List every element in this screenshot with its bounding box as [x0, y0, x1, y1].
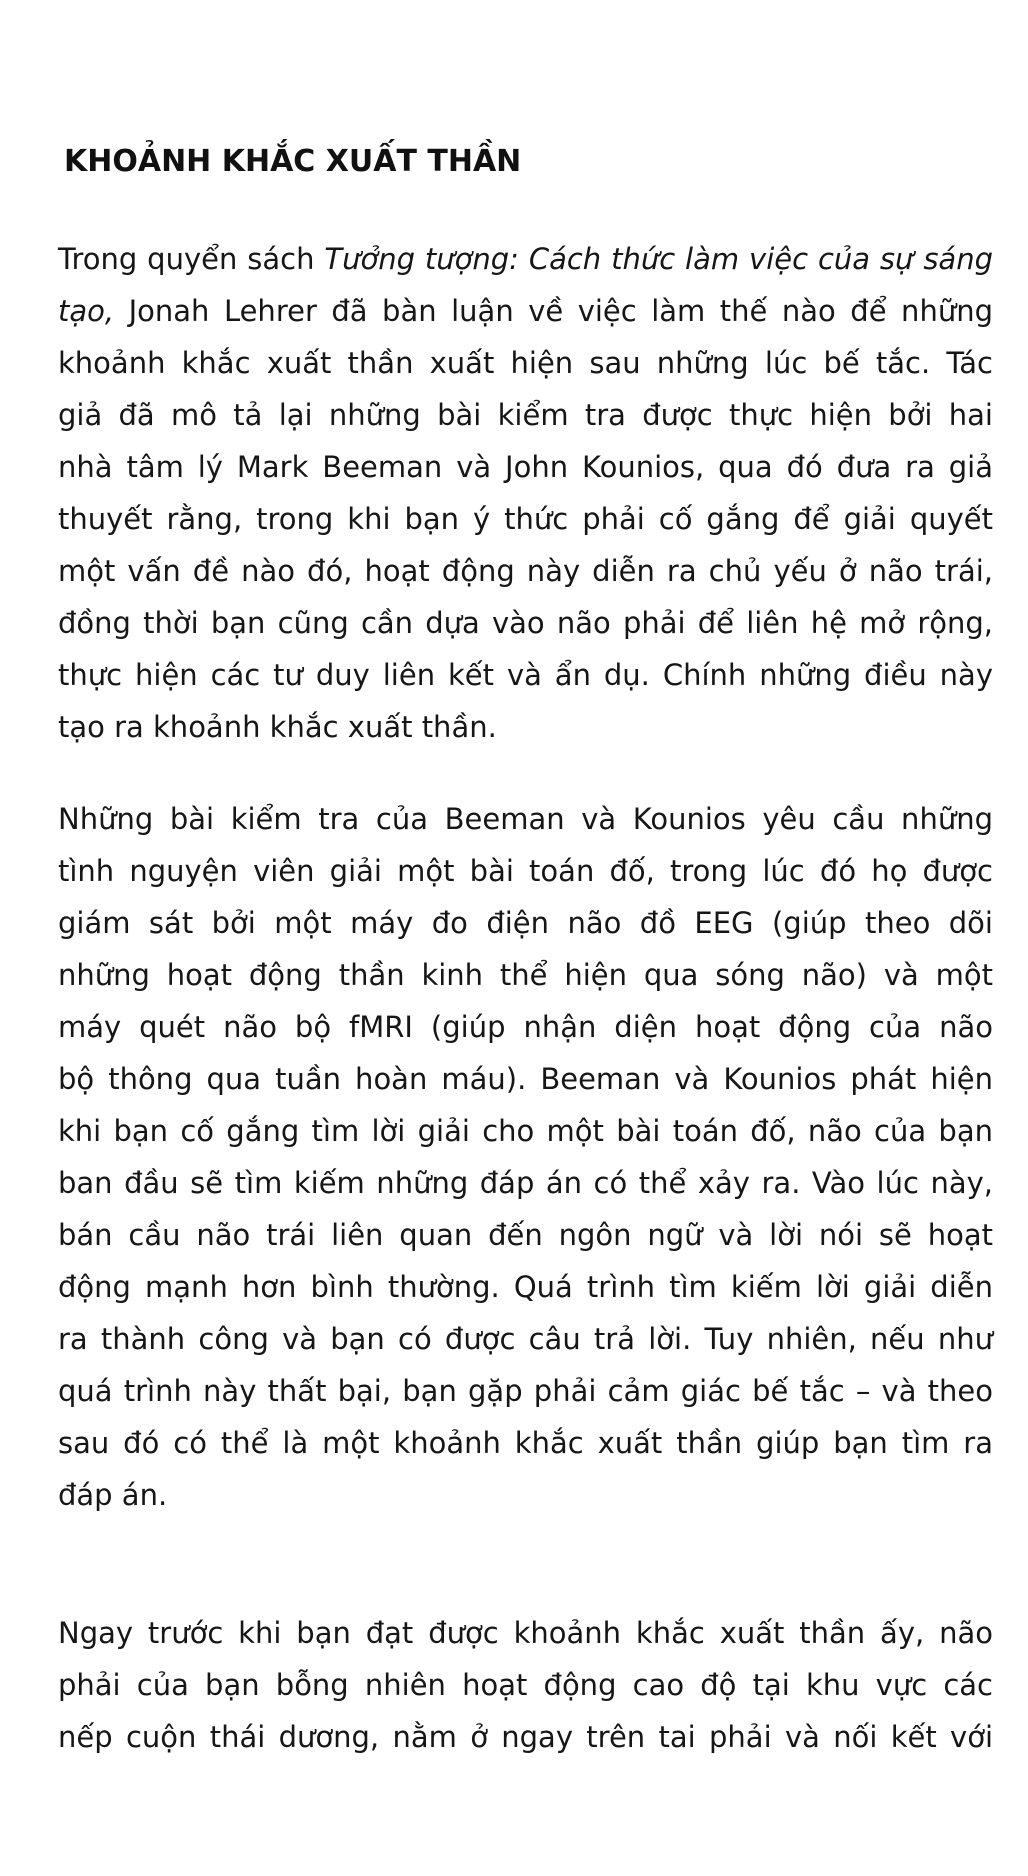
text-line: đáp án.: [58, 1478, 168, 1512]
text-line: giả đã mô tả lại những bài kiểm tra được thực hiện bởi hai: [58, 398, 993, 432]
text-line: động mạnh hơn bình thường. Quá trình tìm kiếm lời giải diễn: [58, 1270, 993, 1304]
text-line: đồng thời bạn cũng cần dựa vào não phải để liên hệ mở rộng,: [58, 606, 993, 640]
text-line: phải của bạn bỗng nhiên hoạt động cao độ tại khu vực các: [58, 1668, 993, 1702]
text-line: sau đó có thể là một khoảnh khắc xuất thần giúp bạn tìm ra: [58, 1426, 993, 1460]
text-run: Jonah Lehrer đã bàn luận về việc làm thế nào để những: [114, 294, 993, 328]
text-line: giám sát bởi một máy đo điện não đồ EEG (giúp theo dõi: [58, 906, 993, 940]
text-line: ra thành công và bạn có được câu trả lời. Tuy nhiên, nếu như: [58, 1322, 993, 1356]
text-run: Trong quyển sách: [58, 242, 325, 276]
text-line: ban đầu sẽ tìm kiếm những đáp án có thể xảy ra. Vào lúc này,: [58, 1166, 993, 1200]
book-title-italic: tạo,: [58, 294, 115, 328]
text-line: khi bạn cố gắng tìm lời giải cho một bài toán đố, não của bạn: [58, 1114, 993, 1148]
book-title-italic: Tưởng tượng: Cách thức làm việc của sự sáng: [324, 242, 993, 276]
text-line: bán cầu não trái liên quan đến ngôn ngữ và lời nói sẽ hoạt: [58, 1218, 993, 1252]
text-line: khoảnh khắc xuất thần xuất hiện sau những lúc bế tắc. Tác: [58, 346, 993, 380]
text-line: những hoạt động thần kinh thể hiện qua sóng não) và một: [58, 958, 993, 992]
paragraph-1: [58, 233, 993, 753]
text-line: tạo ra khoảnh khắc xuất thần.: [58, 710, 497, 744]
text-line: nếp cuộn thái dương, nằm ở ngay trên tai phải và nối kết với: [58, 1720, 993, 1754]
paragraph-2: [58, 793, 993, 1521]
paragraph-3: [58, 1607, 993, 1763]
text-line: máy quét não bộ fMRI (giúp nhận diện hoạt động của não: [58, 1010, 993, 1044]
text-line: thuyết rằng, trong khi bạn ý thức phải cố gắng để giải quyết: [58, 502, 993, 536]
text-line: [58, 285, 993, 337]
section-heading: KHOẢNH KHẮC XUẤT THẦN: [64, 144, 522, 179]
text-line: Ngay trước khi bạn đạt được khoảnh khắc xuất thần ấy, não: [58, 1616, 993, 1650]
text-line: nhà tâm lý Mark Beeman và John Kounios, qua đó đưa ra giả: [58, 450, 993, 484]
text-line: một vấn đề nào đó, hoạt động này diễn ra chủ yếu ở não trái,: [58, 554, 993, 588]
text-line: tình nguyện viên giải một bài toán đố, trong lúc đó họ được: [58, 854, 993, 888]
text-line: [58, 233, 993, 285]
text-line: Những bài kiểm tra của Beeman và Kounios yêu cầu những: [58, 802, 993, 836]
text-line: bộ thông qua tuần hoàn máu). Beeman và Kounios phát hiện: [58, 1062, 993, 1096]
text-line: quá trình này thất bại, bạn gặp phải cảm giác bế tắc – và theo: [58, 1374, 993, 1408]
text-line: thực hiện các tư duy liên kết và ẩn dụ. Chính những điều này: [58, 658, 993, 692]
